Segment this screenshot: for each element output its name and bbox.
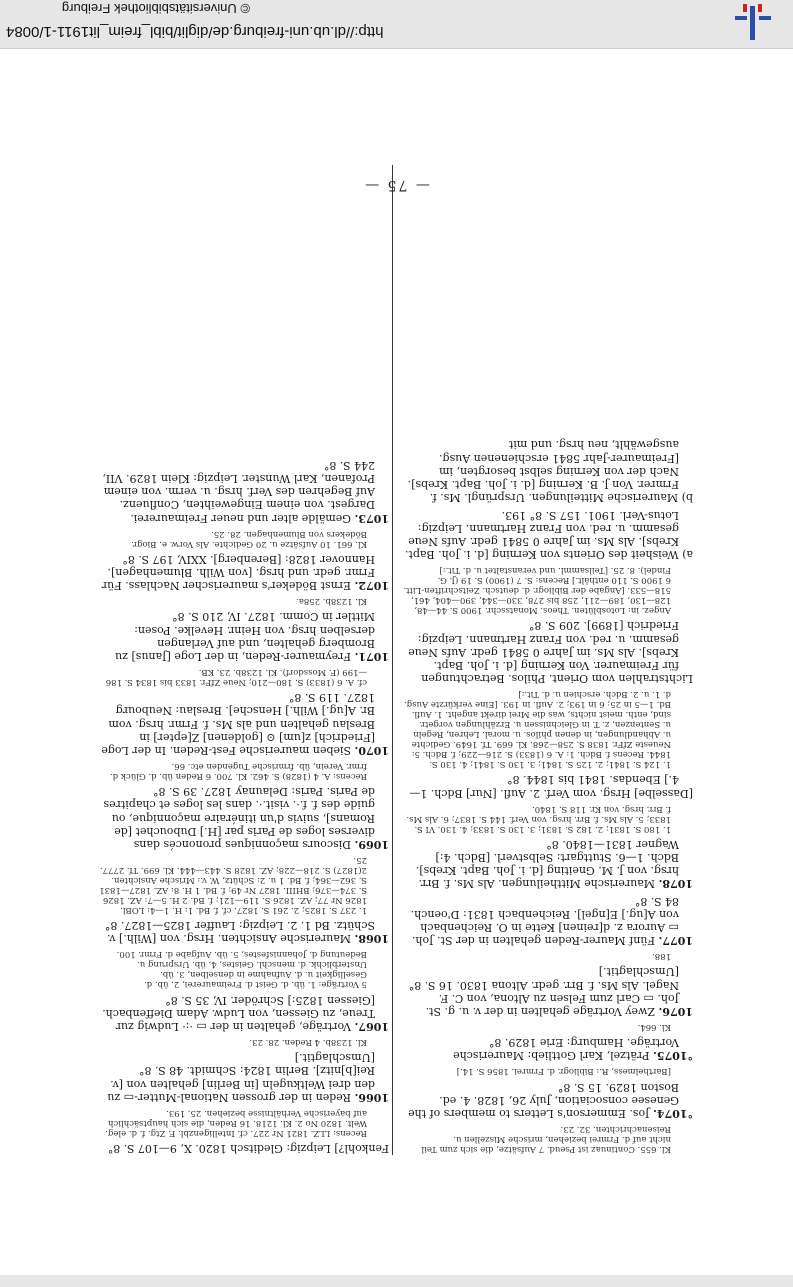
bibliography-entry [99,1051,389,1104]
entry-text: [Dasselbe] Hrsg. vom Verf. 2. Aufl. [Nur] Bdch. 1—4.] Ebendas. 1841 bis 1844. 8° [409,773,693,800]
entry-text: Vorträge, gehalten in der ▭ ·:· Ludwig zur Treue, zu Giessen, von Ludw. Adam Dieffenbach. [Giessen 1825:] Schröder. IV, 35 S. 8° [102,993,375,1033]
entry-number: 1069. [354,837,389,851]
bibliography-entry [403,438,693,504]
entry-note: cf. A. 6 (1833) S. 180—210; Neue ZfFr. 1833 bis 1834 S. 186—199 (F. Mossdorf). Kl. 1238b. 23. KB. [105,666,367,687]
scanned-page [0,50,793,1275]
entry-text: Lichtstrahlen vom Orient. Philos. Betrachtungen für Freimaurer. Von Kerning [d. i. Joh. Bapt. Krebs]. Als Ms. im Jahre 0 5841 gedr. Aufs Neue gesamm. u. red. von Franz Hartmann. Leipzig: Friedrich [1899]. 209 S. 8° [408,619,693,686]
bibliography-entry [99,1142,389,1155]
bibliography-entry [99,553,389,593]
entry-number: 1072. [354,579,389,593]
entry-text: Prätzel, Karl Gottlieb: Maurerische Vorträge. Hamburg: Erie 1829. 8° [453,1036,679,1063]
bibliography-entry [99,993,389,1033]
entry-number: 1076. [658,1004,693,1018]
entry-number: °1074. [653,1107,693,1120]
bibliography-entry [99,919,389,945]
entry-text: Gemälde alter und neuer Freimaurerei. Dargest. von einem Eingeweihten, Confluenz. Auf Begehren des Verf. hrsg. u. verm. von einem Profanen, Karl Wunster. Leipzig: Klein 1829. VII, 244 S. 8° [102,458,375,525]
entry-text: Zwey Vorträge gehalten in der v. u. g. St. Joh. ▭ Carl zum Felsen zu Altona, von C. F. Nagel. Als Ms. f. Brr. gedr. Altona 1830. 16 S. 8° [Umschlagtit.] [408,965,679,1018]
column-divider [392,165,393,1155]
entry-text: Freymaurer-Reden, in der Loge [Janus] zu Bromberg gehalten, und auf Verlangen derselben hrsg. von Heinr. Hevelke. Posen: Mittler in Comm. 1827. IV, 210 S. 8° [115,610,375,663]
entry-note: Kl. 1238b. 4 Reden. 28. 23. [249,1036,367,1047]
logo-accent-right [758,4,762,12]
copyright-notice: © Universitätsbibliothek Freiburg [61,1,250,16]
entry-note: Kl. 661. 10 Aufsätze u. 20 Gedichte. Als Vorw. e. Biogr. Bödekers von Blumenhagen. 28. 25. [131,528,367,549]
entry-note: 1. 180 S. 1831; 2. 182 S. 1831; 3. 130 S. 1833; 4. 130. VI S. 1833; 5. Als Ms. f. Brr. hrsg. von Verf. 144 S. 1837; 6. Als Ms. f. Brr. hrsg. von Kr. 118 S. 1840. [406,803,671,834]
bibliography-entry [99,691,389,757]
entry-text: Sieben maurerische Fest-Reden. In der Loge [Friedrich] z[um] ⊙ [goldenen] Z[epter] in Breslau gehalten und als Ms. f. Frmr. hrsg. vom Br. A[ug.] Wilh.] Hensche]. Breslau: Neubourg 1827. 119 S. 8° [101,691,375,757]
entry-text: b) Maurerische Mitteilungen. Ursprüngl. Ms. f. Frmrer. Von J. B. Kerning [d. i. Joh. Bapt. Krebs]. Nach der von Kerning selbst besorgten, im [Freimaurer-Jahr 5841 erschienenen Ausg. ausgewählt, neu hrsg. und mit [407,438,693,505]
entry-note: Kl. 1238b. 258a. [296,596,367,607]
left-column [99,455,389,1156]
entry-note: 1. 237 S. 1825; 2. 261 S. 1827. cf. f. Bd. 1: H. 1—4: LOBl. 1826 Nr 77; AZ. 1826 S. 119—121; f. Bd. 2 H. 5—7: AZ. 1826 S. 374—376; BHIII. 1827 Nr 49; f. Bd. 1 H. 8: AZ. 1827—1831 S. 362—364; f. Bd. 1 u. 2: Schütz, W. v.: Mrische Ansichten. 2(1827) S. 218—228; AZ. 1828 S. 443—444. Kl. 699. Tf. 2777. 25. [99,854,367,915]
entry-note: Kl. 664. [637,1021,671,1032]
bibliography-entry [403,965,693,1018]
entry-text: Ernst Bödeker's maurerischer Nachlass. Für Frmr. gedr. und hrsg. [von Wilh. Blumenhagen]. Hannover 1828: [Berenberg]. XXIV, 197 S. 8° [101,552,375,593]
entry-note: [Barthelmess, R.: Bibliogr. d. Frmrei. 1856 S. 14.] [456,1066,671,1077]
entry-text: a) Weisheit des Orients von Kerning [d. i. Joh. Bapt. Krebs]. Als Ms. im Jahre 0 5841 gedr. Aufs Neue gesamm. u. red. von Franz Hartmann. Leipzig: Lotus-Verl. 1901. 157 S. 8° 193. [405,508,693,562]
entry-number: 1068. [354,932,389,946]
document-url[interactable]: http://dl.ub.uni-freiburg.de/diglit/bibl_freim_lit1911-1/0084 [6,23,384,40]
bibliography-entry [99,459,389,525]
entry-text: Maurerische Ansichten. Hrsg. von [Wilh.] v. Schütz. Bd 1. 2. Leipzig: Lauffer 1825—1827. 8° [104,919,375,946]
entry-number: 1066. [354,1090,389,1104]
entry-note: 188. [652,951,671,962]
entry-note: 1. 124 S. 1841; 2. 125 S. 1841; 3. 130 S. 1841; 4. 130 S. 1844. Recens f. Bdch. 1: A. 6 (1833) S. 216—229; f. Bdch. 5: Neueste ZfFr. 1838 S. 258—268. Kl. 669. Tf. 1649. Gedichte u. Abhandlungen, in denen philos. u. moral. Lehren, Regeln u. Sentenzen, z. T. in Gleichnissen u. Erzählungen vorgetr. sind, enth. meist nichts, was die Mrei direkt angeht. 1. Aufl. Bd. 1—5 in 25; 6 in 193; 2. Aufl. in 193. [Eine verkürzte Ausg. d. 1. u. 2. Bdch. erschien u. d. Tit.:] [404,689,671,770]
bibliography-entry [403,508,693,561]
bibliography-entry [99,610,389,663]
entry-note: Recens: A. 4 (1828) S. 462. Kl. 700. 6 Reden üb. d. Glück d. frmr. Verein, üb. frmrische Tugenden etc. 66. [110,760,367,781]
entry-number: 1073. [354,511,389,525]
rotated-page-content [0,50,793,1275]
entry-note: Recens: LLZ. 1821 Nr 227. cf. Intelligenzbl. F. Ztg. f. d. eleg. Welt. 1820 No 2. Kl. 1218. 16 Reden, die sich hauptsächlich auf bayerische Verhältnisse beziehen. 25. 193. [105,1107,367,1138]
entry-number: 1067. [354,1019,389,1033]
bibliography-entry [403,894,693,947]
page-number: — 75 — [363,177,430,193]
entry-number: °1075. [653,1049,693,1063]
entry-number: 1070. [354,743,389,757]
entry-number: 1078. [658,877,693,891]
entry-note: 5 Vorträge: 1. üb. d. Geist d. Freimaurerei, 2. üb. d. Geselligkeit u. d. Aufnahme in denselben, 3. üb. Unsterblichk. d. menschl. Geistes, 4. üb. Ursprung u. Bedeutung d. Johannisfestes, 5. üb. Aufgabe d. Frmr. 100. [116,949,367,990]
bibliography-entry [403,773,693,799]
entry-number: 1071. [354,649,389,663]
logo-bar-right [759,16,771,20]
viewer-footer [0,1275,793,1287]
entry-text: Jos. Emmerson's Letters to members of the Genesee consociation, July 26, 1828. 4. ed. Boston 1829. 15 S. 8° [408,1080,679,1120]
entry-text: Maurerische Mittheilungen. Als Ms. f. Brr. hrsg. von J. M. Gneiting [d. i. Joh. Bapt. Krebs]. Bdch. 1—6. Stuttgart: Selbstverl. [Bdch. 4:] Wagner 1831—1840. 8° [415,837,679,891]
entry-number: 1077. [658,934,693,948]
viewer-header [0,0,793,49]
entry-note: Angez. in: Lotosblüten. Theos. Monatsschr. 1900 S. 44—48, 128—130, 189—211, 258 bis 278, 330—344, 390—404, 461, 518—533. [Angabe der Bibliogr. d. deutsch. Zeitschriften-Litt. 6 1900 S. 110 enthält.] Recens: S. 7 (1900) S. 19 (J. G. Findel). 8. 25. [Teilsamml. und veranstaltet u. d. Tit.:] [403,565,671,616]
right-column [403,434,693,1155]
bibliography-entry [403,619,693,685]
entry-text: Fenkohl?] Leipzig: Gleditsch 1820. X, 9—107 S. 8° [107,1142,389,1155]
entry-text: Reden in der grossen National-Mutter-▭ zu den drei Weltkugeln [in Berlin] gehalten von [v. Rei[b]nitz]. Berlin 1824: Schmidt. 48 S. 8° [Umschlagtit.] [107,1051,375,1104]
bibliography-entry [403,1080,693,1120]
entry-text: Fünf Maurer-Reden gehalten in der St. Joh. ▭ Aurora z. d[reinen] Kette in O. Reichenbach von A[ug.] E[ngel]. Reichenbach 1831: D'oench. 84 S. 8° [410,894,679,948]
entry-note: Kl. 655. Continuaz ist Pseud. 7 Aufsätze, die sich zum Teil nicht auf d. Frmrei beziehen, mrische Miszellen u. Reisenachrichten. 32. 23. [421,1124,671,1154]
logo-accent-left [743,4,747,12]
logo-stem [750,6,755,40]
logo-bar-left [735,16,747,20]
bibliography-entry [403,838,693,891]
bibliography-entry [403,1036,693,1062]
ub-freiburg-logo [733,2,773,42]
bibliography-entry [99,785,389,851]
entry-text: Discours maçonniques prononcés dans diverses loges de Paris par [H.] Dubouchet [de Romans], suivis d'un itinéraire maçonnique, ou guide des f. f.·. visit.·. dans les loges et chapitres de Paris. Paris: Delaunay 1827. 39 S. 8° [103,785,375,851]
